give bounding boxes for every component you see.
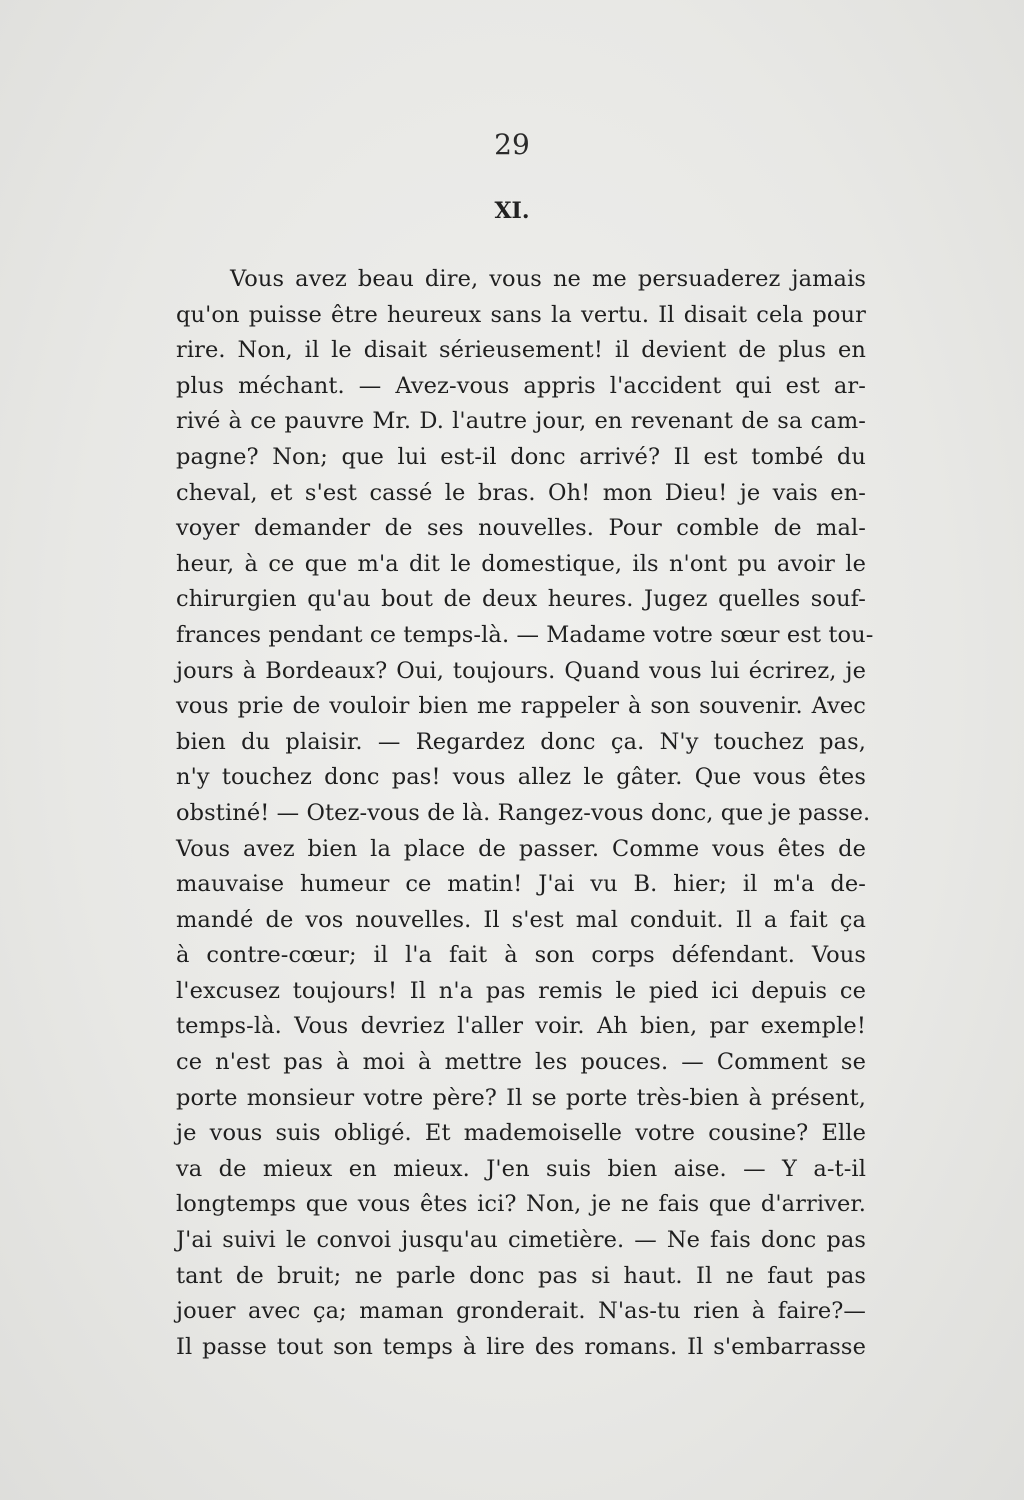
section-heading: XI.: [494, 198, 530, 224]
text-line: mauvaise humeur ce matin! J'ai vu B. hier; il m'a de-: [176, 871, 866, 898]
text-line: ce n'est pas à moi à mettre les pouces. — Comment se: [176, 1049, 866, 1076]
text-line: jours à Bordeaux? Oui, toujours. Quand vous lui écrirez, je: [176, 657, 866, 684]
text-line: longtemps que vous êtes ici? Non, je ne fais que d'arriver.: [176, 1191, 866, 1218]
text-line: à contre-cœur; il l'a fait à son corps défendant. Vous: [176, 942, 866, 969]
text-line: frances pendant ce temps-là. — Madame votre sœur est tou-: [176, 621, 874, 648]
text-line: pagne? Non; que lui est-il donc arrivé? Il est tombé du: [176, 443, 866, 470]
text-line: voyer demander de ses nouvelles. Pour comble de mal-: [176, 515, 866, 542]
page-number: 29: [494, 128, 530, 161]
text-line: temps-là. Vous devriez l'aller voir. Ah bien, par exemple!: [176, 1013, 866, 1040]
text-line: chirurgien qu'au bout de deux heures. Jugez quelles souf-: [176, 586, 866, 613]
text-line: heur, à ce que m'a dit le domestique, ils n'ont pu avoir le: [176, 550, 866, 577]
text-line: va de mieux en mieux. J'en suis bien aise. — Y a-t-il: [176, 1155, 866, 1182]
text-line: bien du plaisir. — Regardez donc ça. N'y touchez pas,: [176, 728, 866, 755]
text-line: plus méchant. — Avez-vous appris l'accident qui est ar-: [176, 372, 866, 399]
text-line: porte monsieur votre père? Il se porte très-bien à présent,: [176, 1084, 866, 1111]
text-line: Il passe tout son temps à lire des romans. Il s'embarrasse: [176, 1333, 866, 1360]
text-line: je vous suis obligé. Et mademoiselle votre cousine? Elle: [176, 1120, 866, 1147]
text-line: mandé de vos nouvelles. Il s'est mal conduit. Il a fait ça: [176, 906, 866, 933]
text-line: rivé à ce pauvre Mr. D. l'autre jour, en revenant de sa cam-: [176, 408, 866, 435]
text-line: tant de bruit; ne parle donc pas si haut. Il ne faut pas: [176, 1262, 866, 1289]
body-text: [176, 262, 874, 1365]
text-line: rire. Non, il le disait sérieusement! il devient de plus en: [176, 337, 866, 364]
text-line: cheval, et s'est cassé le bras. Oh! mon Dieu! je vais en-: [176, 479, 866, 506]
text-line: J'ai suivi le convoi jusqu'au cimetière. — Ne fais donc pas: [176, 1227, 866, 1254]
text-line: l'excusez toujours! Il n'a pas remis le pied ici depuis ce: [176, 977, 866, 1004]
text-line: obstiné! — Otez-vous de là. Rangez-vous donc, que je passe.: [176, 799, 871, 826]
text-line: Vous avez beau dire, vous ne me persuaderez jamais: [230, 266, 866, 292]
text-line: qu'on puisse être heureux sans la vertu. Il disait cela pour: [176, 301, 866, 328]
text-line: jouer avec ça; maman gronderait. N'as-tu rien à faire?—: [176, 1298, 866, 1325]
text-line: Vous avez bien la place de passer. Comme vous êtes de: [176, 835, 866, 862]
text-line: n'y touchez donc pas! vous allez le gâter. Que vous êtes: [176, 764, 866, 791]
text-line: vous prie de vouloir bien me rappeler à son souvenir. Avec: [176, 693, 866, 720]
